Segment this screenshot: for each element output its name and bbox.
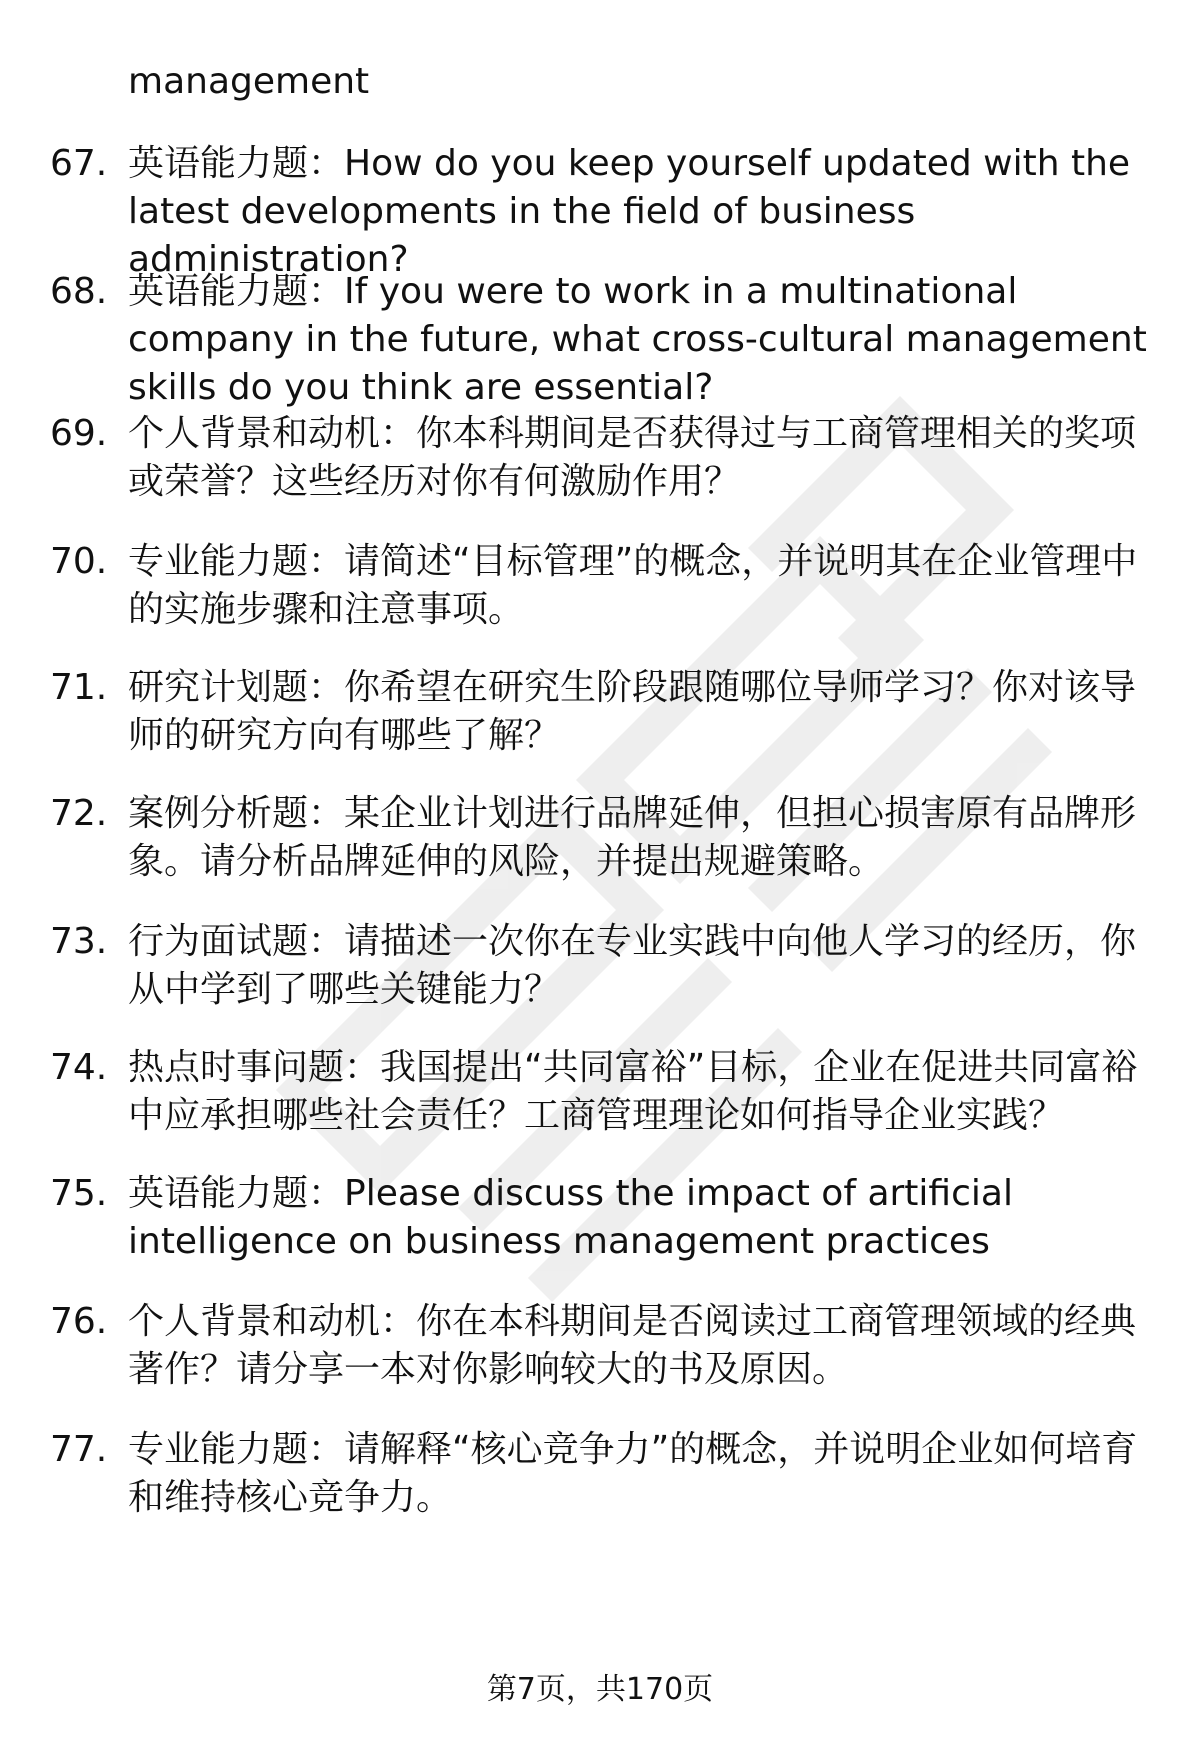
question-number: 77. <box>50 1429 108 1470</box>
question-number: 73. <box>50 921 108 962</box>
question-text: 行为面试题：请描述一次你在专业实践中向他人学习的经历，你从中学到了哪些关键能力？ <box>128 921 1137 1010</box>
question-text: 专业能力题：请简述“目标管理”的概念，并说明其在企业管理中的实施步骤和注意事项。 <box>128 541 1138 630</box>
page-footer: 第7页，共170页 <box>486 1672 714 1707</box>
question-text: 热点时事问题：我国提出“共同富裕”目标，企业在促进共同富裕中应承担哪些社会责任？工商管理理论如何指导企业实践？ <box>128 1047 1138 1136</box>
question-number: 68. <box>50 271 108 312</box>
question-number: 75. <box>50 1173 108 1214</box>
question-number: 70. <box>50 541 108 582</box>
question-number: 71. <box>50 667 108 708</box>
question-text: 个人背景和动机：你本科期间是否获得过与工商管理相关的奖项或荣誉？这些经历对你有何激励作用？ <box>128 413 1137 502</box>
question-text: 个人背景和动机：你在本科期间是否阅读过工商管理领域的经典著作？请分享一本对你影响较大的书及原因。 <box>128 1301 1137 1390</box>
question-number: 72. <box>50 793 108 834</box>
question-number: 76. <box>50 1301 108 1342</box>
question-text: 英语能力题：If you were to work in a multinational company in the future, what cross-cultural management skills do you think are essential? <box>128 271 1147 408</box>
question-text: 研究计划题：你希望在研究生阶段跟随哪位导师学习？你对该导师的研究方向有哪些了解？ <box>128 667 1137 756</box>
question-number: 69. <box>50 413 108 454</box>
question-text: 专业能力题：请解释“核心竞争力”的概念，并说明企业如何培育和维持核心竞争力。 <box>128 1429 1138 1518</box>
continuation-text: management <box>128 61 370 102</box>
question-text: 英语能力题：Please discuss the impact of artificial intelligence on business management practices <box>128 1173 1013 1262</box>
question-number: 67. <box>50 143 108 184</box>
question-text: 英语能力题：How do you keep yourself updated with the latest developments in the field of business administration? <box>128 143 1131 280</box>
question-number: 74. <box>50 1047 108 1088</box>
question-text: 案例分析题：某企业计划进行品牌延伸，但担心损害原有品牌形象。请分析品牌延伸的风险，并提出规避策略。 <box>128 793 1137 882</box>
